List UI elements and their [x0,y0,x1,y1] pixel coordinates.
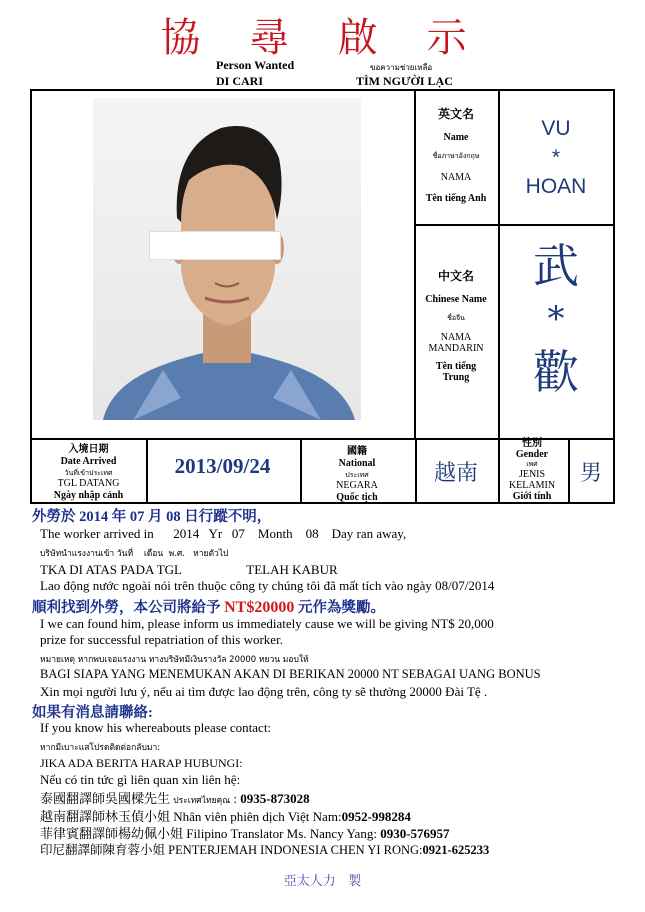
poster-title: 協 尋 啟 示 [160,15,485,61]
contact-filipino-translator: 菲律賓翻譯師楊幼佩小姐 Filipino Translator Ms. Nancy Yang: 0930-576957 [40,826,450,841]
title-id: DI CARI [216,74,264,88]
nationality-value: 越南 [433,461,478,486]
date-label: 入境日期 Date Arrived วันที่เข้าประเทศ TGL DATANG Ngày nhập cảnh [53,444,124,501]
contact-heading-zh: 如果有消息請聯絡: [32,705,153,721]
disappear-line-vi: Lao động nước ngoài nói trên thuộc công ty chúng tôi đã mất tích vào ngày 08/07/2014 [40,578,495,593]
disappear-line-id: TKA DI ATAS PADA TGL TELAH KABUR [40,562,338,577]
gender-value: 男 [579,461,602,486]
disappear-line-th: บริษัทนำแรงงานเข้า วันที่ เดือน พ.ศ. หายตัวไป [40,549,229,559]
contact-heading-th: หากมีเบาะแสโปรดติดต่อกลับมา: [40,743,161,753]
contact-thai-translator: 泰國翻譯師吳國樑先生 ประเทศไทยคุณ : 0935-873028 [40,791,310,806]
contact-heading-en: If you know his whereabouts please contact: [40,720,272,735]
title-en: Person Wanted [216,58,295,72]
title-vi: TÌM NGƯỜI LẠC [356,74,453,88]
date-value: 2013/09/24 [174,454,271,478]
reward-line-vi: Xin mọi người lưu ý, nếu ai tìm được lao động trên, công ty sẽ thưởng 20000 Đài Tệ . [40,684,488,699]
reward-line-zh: 順利找到外勞，本公司將給予 NT$20000 元作為獎勵。 [32,599,385,616]
reward-line-id: BAGI SIAPA YANG MENEMUKAN AKAN DI BERIKAN 20000 NT SEBAGAI UANG BONUS [40,667,541,681]
contact-vietnam-translator: 越南翻譯師林玉偵小姐 Nhân viên phiên dịch Việt Nam:0952-998284 [40,809,411,824]
title-th: ขอความช่วยเหลือ [370,63,433,72]
name-en-label: 英文名 Name ชื่อภาษาอังกฤษ NAMA Tên tiếng Anh [425,107,487,204]
gender-label: 性別 Gender เพศ JENIS KELAMIN Giới tính [508,438,556,502]
nationality-label: 國籍 National ประเทศ NEGARA Quốc tịch [336,446,378,503]
footer-credit: 亞太人力 製 [283,874,362,889]
name-en-value: VU * HOAN [525,117,587,198]
disappear-line-en: The worker arrived in 2014 Yr 07 Month 08 Day ran away, [40,526,407,541]
contact-heading-vi: Nếu có tin tức gì liên quan xin liên hệ: [40,772,241,787]
reward-line-en-2: prize for successful repatriation of this worker. [40,632,283,647]
person-photo [93,98,361,420]
contact-heading-id: JIKA ADA BERITA HARAP HUBUNGI: [40,756,243,770]
name-zh-label: 中文名 Chinese Name ชื่อจีน NAMA MANDARIN Tên tiếng Trung [425,269,487,383]
contact-indonesia-translator: 印尼翻譯師陳育蓉小姐 PENTERJEMAH INDONESIA CHEN YI RONG:0921-625233 [40,843,490,857]
reward-line-en-1: I we can found him, please inform us immediately cause we will be giving NT$ 20,000 [40,616,494,631]
name-zh-value: 武 * 歡 [533,239,579,399]
disappear-line-zh: 外勞於 2014 年 07 月 08 日行蹤不明， [32,509,272,525]
eye-censor-bar [149,231,281,260]
reward-line-th: หมายเหตุ หากพบเจอแรงงาน ทางบริษัทมีเงินรางวัล 20000 หยวน มอบให้ [40,655,309,665]
